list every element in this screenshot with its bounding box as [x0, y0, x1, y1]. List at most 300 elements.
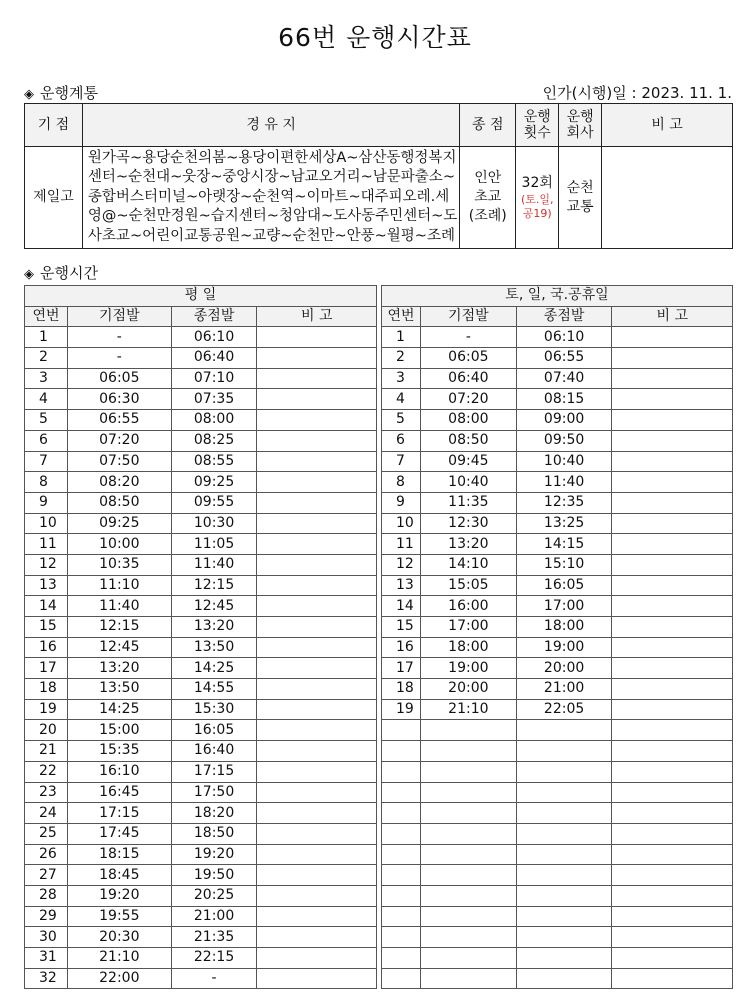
route-via-stops: 원가곡~용당순천의봄~용당이편한세상A~삼산동행정복지센터~순천대~웃장~중앙시장~남교오거리~남문파출소~종합버스터미널~아랫장~순천역~이마트~대주피오레.세영@~순천만정원~습지센터~청암대~도사동주민센터~도사초교~어린이교통공원~교량~순천만~안풍~월평~조례 — [82, 147, 459, 249]
row-number — [382, 823, 421, 844]
depart-start-time: 15:00 — [67, 720, 171, 741]
row-number: 5 — [25, 410, 68, 431]
depart-end-time: 09:50 — [516, 430, 612, 451]
row-note — [612, 865, 733, 886]
depart-start-time: 13:50 — [67, 679, 171, 700]
row-number — [382, 865, 421, 886]
depart-end-time: 13:20 — [171, 617, 257, 638]
depart-start-time: 14:10 — [420, 554, 516, 575]
table-row — [382, 389, 733, 410]
depart-start-time: 12:45 — [67, 637, 171, 658]
row-note — [257, 679, 377, 700]
row-note — [257, 927, 377, 948]
holiday-col-depart-start: 기점발 — [420, 306, 516, 327]
row-number: 24 — [25, 803, 68, 824]
row-note — [257, 513, 377, 534]
table-row — [25, 761, 377, 782]
depart-end-time — [516, 968, 612, 989]
depart-end-time: 20:00 — [516, 658, 612, 679]
depart-end-time: 09:55 — [171, 492, 257, 513]
row-number: 4 — [25, 389, 68, 410]
depart-end-time — [516, 823, 612, 844]
depart-start-time: 06:55 — [67, 410, 171, 431]
row-number: 26 — [25, 844, 68, 865]
depart-start-time — [420, 885, 516, 906]
depart-end-time: 18:20 — [171, 803, 257, 824]
depart-end-time: 12:15 — [171, 575, 257, 596]
depart-end-time: 06:10 — [516, 327, 612, 348]
table-row — [382, 348, 733, 369]
row-number: 12 — [25, 554, 68, 575]
table-row — [25, 327, 377, 348]
depart-end-time: 18:50 — [171, 823, 257, 844]
table-row — [25, 927, 377, 948]
depart-start-time: 17:15 — [67, 803, 171, 824]
table-row — [382, 513, 733, 534]
route-header-company: 운행 회사 — [559, 104, 602, 147]
holiday-title: 토, 일, 국.공휴일 — [382, 286, 733, 307]
row-note — [257, 534, 377, 555]
route-section-heading — [24, 82, 98, 103]
table-row — [25, 658, 377, 679]
depart-start-time: 07:20 — [420, 389, 516, 410]
depart-end-time: 06:40 — [171, 348, 257, 369]
table-row — [25, 803, 377, 824]
row-number — [382, 761, 421, 782]
row-note — [257, 348, 377, 369]
row-number — [382, 741, 421, 762]
route-header-note: 비 고 — [602, 104, 733, 147]
route-trips-cell — [516, 147, 559, 249]
row-number: 21 — [25, 741, 68, 762]
table-row — [382, 617, 733, 638]
row-number: 15 — [25, 617, 68, 638]
depart-end-time: 08:25 — [171, 430, 257, 451]
row-number: 12 — [382, 554, 421, 575]
row-note — [257, 948, 377, 969]
row-note — [257, 327, 377, 348]
row-note — [612, 472, 733, 493]
route-trips-note: (토.일, 공19) — [520, 193, 554, 220]
table-row — [25, 389, 377, 410]
row-note — [612, 554, 733, 575]
depart-end-time — [516, 720, 612, 741]
row-number — [382, 844, 421, 865]
approval-date: 인가(시행)일 : 2023. 11. 1. — [542, 84, 732, 102]
page-title: 66번 운행시간표 — [278, 23, 472, 52]
table-row — [382, 865, 733, 886]
table-row — [382, 534, 733, 555]
depart-start-time — [420, 948, 516, 969]
weekday-timetable — [24, 285, 377, 989]
row-number: 15 — [382, 617, 421, 638]
row-note — [612, 348, 733, 369]
table-row — [25, 368, 377, 389]
depart-end-time: - — [171, 968, 257, 989]
table-row — [25, 348, 377, 369]
table-row — [25, 782, 377, 803]
table-row — [382, 782, 733, 803]
table-row — [25, 885, 377, 906]
row-number: 11 — [382, 534, 421, 555]
row-note — [257, 368, 377, 389]
row-number: 8 — [382, 472, 421, 493]
table-row — [382, 472, 733, 493]
table-row — [25, 741, 377, 762]
row-number: 14 — [382, 596, 421, 617]
row-note — [257, 617, 377, 638]
depart-end-time: 07:40 — [516, 368, 612, 389]
depart-start-time: 12:15 — [67, 617, 171, 638]
depart-start-time: 18:15 — [67, 844, 171, 865]
depart-start-time: 11:40 — [67, 596, 171, 617]
depart-start-time: 20:30 — [67, 927, 171, 948]
depart-end-time — [516, 885, 612, 906]
weekday-col-no: 연번 — [25, 306, 68, 327]
row-note — [257, 596, 377, 617]
timetable-section-label: 운행시간 — [40, 264, 98, 282]
weekday-rows — [25, 327, 377, 989]
table-row — [25, 451, 377, 472]
depart-end-time: 22:15 — [171, 948, 257, 969]
row-note — [612, 451, 733, 472]
table-row — [25, 617, 377, 638]
depart-start-time: 08:00 — [420, 410, 516, 431]
row-note — [257, 699, 377, 720]
row-note — [612, 389, 733, 410]
depart-end-time: 08:55 — [171, 451, 257, 472]
row-number: 1 — [382, 327, 421, 348]
depart-end-time: 17:00 — [516, 596, 612, 617]
row-number — [382, 720, 421, 741]
depart-start-time — [420, 865, 516, 886]
row-number: 7 — [25, 451, 68, 472]
row-number: 28 — [25, 885, 68, 906]
depart-start-time: 18:45 — [67, 865, 171, 886]
table-row — [25, 906, 377, 927]
depart-end-time: 15:30 — [171, 699, 257, 720]
depart-end-time: 14:55 — [171, 679, 257, 700]
row-number — [382, 948, 421, 969]
depart-start-time: 17:00 — [420, 617, 516, 638]
table-row — [25, 948, 377, 969]
row-number: 25 — [25, 823, 68, 844]
row-number: 23 — [25, 782, 68, 803]
row-note — [612, 844, 733, 865]
row-number — [382, 927, 421, 948]
depart-end-time: 18:00 — [516, 617, 612, 638]
depart-end-time: 13:50 — [171, 637, 257, 658]
depart-end-time: 19:50 — [171, 865, 257, 886]
diamond-bullet-icon: ◈ — [24, 87, 34, 102]
depart-start-time: 19:55 — [67, 906, 171, 927]
depart-end-time: 11:05 — [171, 534, 257, 555]
depart-start-time: 10:40 — [420, 472, 516, 493]
row-note — [257, 575, 377, 596]
depart-end-time — [516, 927, 612, 948]
table-row — [25, 865, 377, 886]
row-number: 22 — [25, 761, 68, 782]
row-number — [382, 803, 421, 824]
depart-start-time: 13:20 — [67, 658, 171, 679]
row-note — [257, 658, 377, 679]
row-note — [257, 844, 377, 865]
row-note — [612, 782, 733, 803]
depart-start-time: 14:25 — [67, 699, 171, 720]
depart-end-time: 19:00 — [516, 637, 612, 658]
depart-start-time: 20:00 — [420, 679, 516, 700]
row-number: 9 — [382, 492, 421, 513]
depart-end-time: 17:50 — [171, 782, 257, 803]
table-row — [382, 410, 733, 431]
table-row — [25, 720, 377, 741]
depart-start-time — [420, 782, 516, 803]
timetable-section-heading — [24, 262, 98, 283]
diamond-bullet-icon: ◈ — [24, 267, 34, 282]
row-number: 6 — [382, 430, 421, 451]
table-row — [382, 948, 733, 969]
row-number: 27 — [25, 865, 68, 886]
row-number: 3 — [25, 368, 68, 389]
table-row — [382, 803, 733, 824]
row-note — [257, 885, 377, 906]
depart-start-time: - — [67, 348, 171, 369]
depart-start-time: 19:00 — [420, 658, 516, 679]
depart-start-time: 08:50 — [420, 430, 516, 451]
weekday-col-depart-end: 종점발 — [171, 306, 257, 327]
row-note — [612, 637, 733, 658]
table-row — [382, 327, 733, 348]
row-note — [257, 741, 377, 762]
table-row — [25, 699, 377, 720]
depart-start-time: 08:20 — [67, 472, 171, 493]
row-number: 17 — [25, 658, 68, 679]
table-row — [382, 720, 733, 741]
depart-end-time: 17:15 — [171, 761, 257, 782]
depart-start-time: 17:45 — [67, 823, 171, 844]
depart-start-time: 18:00 — [420, 637, 516, 658]
row-note — [612, 699, 733, 720]
table-row — [25, 575, 377, 596]
route-header-start: 기 점 — [25, 104, 83, 147]
table-row — [25, 410, 377, 431]
depart-end-time — [516, 741, 612, 762]
row-number — [382, 782, 421, 803]
row-note — [612, 410, 733, 431]
route-note — [602, 147, 733, 249]
depart-end-time: 11:40 — [516, 472, 612, 493]
row-number: 17 — [382, 658, 421, 679]
row-number: 13 — [382, 575, 421, 596]
row-number: 2 — [25, 348, 68, 369]
weekday-col-note: 비 고 — [257, 306, 377, 327]
depart-start-time: 21:10 — [420, 699, 516, 720]
depart-end-time — [516, 948, 612, 969]
table-row — [25, 513, 377, 534]
depart-end-time: 14:15 — [516, 534, 612, 555]
row-number: 18 — [25, 679, 68, 700]
depart-start-time: 06:05 — [67, 368, 171, 389]
depart-start-time: - — [67, 327, 171, 348]
depart-end-time — [516, 803, 612, 824]
depart-start-time: 15:35 — [67, 741, 171, 762]
depart-start-time: 10:00 — [67, 534, 171, 555]
row-note — [612, 679, 733, 700]
table-row — [25, 596, 377, 617]
depart-start-time: 11:35 — [420, 492, 516, 513]
depart-end-time: 06:55 — [516, 348, 612, 369]
route-header-end: 종 점 — [460, 104, 516, 147]
depart-end-time: 08:00 — [171, 410, 257, 431]
depart-end-time — [516, 761, 612, 782]
row-note — [612, 534, 733, 555]
row-number: 10 — [25, 513, 68, 534]
depart-start-time: 13:20 — [420, 534, 516, 555]
row-note — [257, 761, 377, 782]
row-number — [382, 968, 421, 989]
route-section-label: 운행계통 — [40, 84, 98, 102]
row-note — [257, 389, 377, 410]
depart-start-time: 16:00 — [420, 596, 516, 617]
depart-end-time — [516, 865, 612, 886]
row-number: 16 — [25, 637, 68, 658]
row-number: 8 — [25, 472, 68, 493]
row-note — [257, 451, 377, 472]
depart-start-time: 19:20 — [67, 885, 171, 906]
table-row — [382, 492, 733, 513]
depart-start-time: 06:40 — [420, 368, 516, 389]
row-note — [257, 782, 377, 803]
depart-start-time: 07:20 — [67, 430, 171, 451]
row-note — [612, 823, 733, 844]
depart-end-time: 14:25 — [171, 658, 257, 679]
depart-end-time: 21:00 — [171, 906, 257, 927]
depart-start-time — [420, 761, 516, 782]
row-number: 32 — [25, 968, 68, 989]
row-note — [612, 575, 733, 596]
row-note — [612, 430, 733, 451]
depart-end-time — [516, 906, 612, 927]
depart-end-time: 22:05 — [516, 699, 612, 720]
row-number: 6 — [25, 430, 68, 451]
depart-start-time — [420, 906, 516, 927]
depart-end-time: 15:10 — [516, 554, 612, 575]
depart-start-time — [420, 968, 516, 989]
row-number: 13 — [25, 575, 68, 596]
table-row — [25, 844, 377, 865]
table-row — [382, 968, 733, 989]
depart-start-time — [420, 741, 516, 762]
route-header-via: 경 유 지 — [82, 104, 459, 147]
route-header-trips: 운행 횟수 — [516, 104, 559, 147]
depart-end-time: 16:40 — [171, 741, 257, 762]
row-note — [612, 513, 733, 534]
depart-start-time: 15:05 — [420, 575, 516, 596]
row-note — [612, 761, 733, 782]
row-number: 29 — [25, 906, 68, 927]
row-note — [612, 803, 733, 824]
depart-end-time: 06:10 — [171, 327, 257, 348]
row-note — [257, 492, 377, 513]
depart-start-time: 09:45 — [420, 451, 516, 472]
row-number: 10 — [382, 513, 421, 534]
row-number: 7 — [382, 451, 421, 472]
row-note — [612, 617, 733, 638]
row-number: 3 — [382, 368, 421, 389]
row-number — [382, 885, 421, 906]
route-company: 순천 교통 — [559, 147, 602, 249]
depart-end-time: 08:15 — [516, 389, 612, 410]
row-number: 30 — [25, 927, 68, 948]
row-number: 20 — [25, 720, 68, 741]
table-row — [25, 472, 377, 493]
row-note — [612, 327, 733, 348]
route-end: 인안 초교 (조례) — [460, 147, 516, 249]
row-note — [612, 658, 733, 679]
depart-end-time: 13:25 — [516, 513, 612, 534]
row-number: 18 — [382, 679, 421, 700]
depart-end-time: 12:35 — [516, 492, 612, 513]
table-row — [382, 699, 733, 720]
row-note — [257, 865, 377, 886]
depart-end-time: 19:20 — [171, 844, 257, 865]
depart-start-time: 22:00 — [67, 968, 171, 989]
depart-end-time — [516, 844, 612, 865]
row-note — [257, 906, 377, 927]
depart-end-time: 10:40 — [516, 451, 612, 472]
depart-start-time: 08:50 — [67, 492, 171, 513]
row-note — [612, 968, 733, 989]
route-trips: 32회 — [521, 175, 553, 191]
row-number: 14 — [25, 596, 68, 617]
table-row — [25, 637, 377, 658]
row-note — [257, 803, 377, 824]
holiday-timetable — [381, 285, 733, 989]
row-note — [257, 637, 377, 658]
table-row — [382, 596, 733, 617]
table-row — [382, 368, 733, 389]
row-number — [382, 906, 421, 927]
row-note — [612, 927, 733, 948]
depart-start-time: - — [420, 327, 516, 348]
depart-start-time: 10:35 — [67, 554, 171, 575]
row-note — [612, 741, 733, 762]
depart-start-time: 07:50 — [67, 451, 171, 472]
row-number: 19 — [25, 699, 68, 720]
row-note — [257, 430, 377, 451]
row-number: 19 — [382, 699, 421, 720]
table-row — [25, 534, 377, 555]
table-row — [382, 844, 733, 865]
table-row — [25, 968, 377, 989]
row-note — [612, 906, 733, 927]
table-row — [382, 927, 733, 948]
row-number: 16 — [382, 637, 421, 658]
row-number: 11 — [25, 534, 68, 555]
weekday-title: 평 일 — [25, 286, 377, 307]
table-row — [25, 679, 377, 700]
depart-end-time: 21:35 — [171, 927, 257, 948]
row-note — [257, 410, 377, 431]
table-row — [25, 554, 377, 575]
row-note — [612, 885, 733, 906]
route-table — [24, 103, 733, 249]
row-number: 4 — [382, 389, 421, 410]
row-number: 5 — [382, 410, 421, 431]
depart-end-time: 10:30 — [171, 513, 257, 534]
depart-start-time — [420, 823, 516, 844]
table-row — [25, 430, 377, 451]
